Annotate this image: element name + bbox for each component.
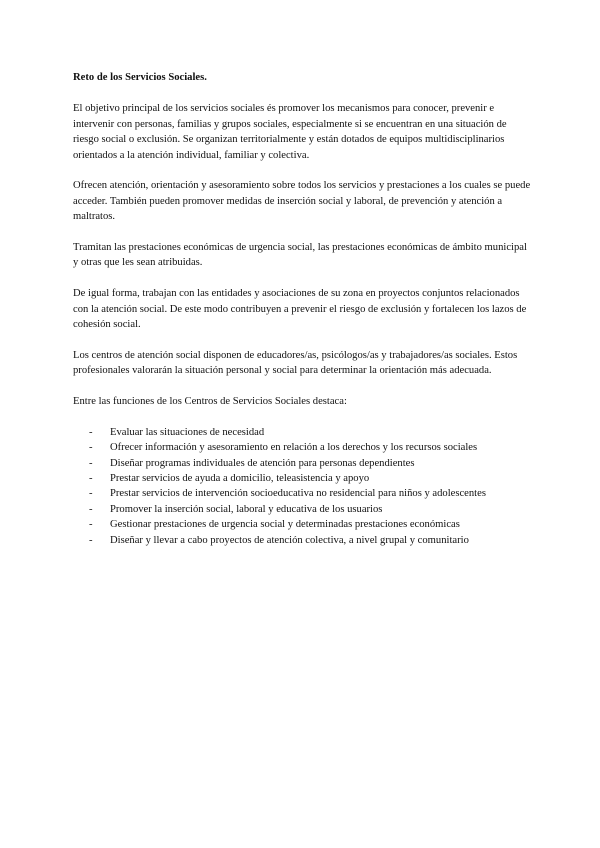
bullet-dash: - [89, 473, 93, 485]
list-item-text: Diseñar y llevar a cabo proyectos de atención colectiva, a nivel grupal y comunitario [110, 534, 469, 546]
bullet-dash: - [89, 457, 93, 469]
paragraph-functions-intro: Entre las funciones de los Centros de Servicios Sociales destaca: [73, 396, 347, 408]
list-item [73, 471, 533, 486]
paragraph-entities: De igual forma, trabajan con las entidades y asociaciones de su zona en proyectos conjuntos relacionados con la atención social. De este modo contribuyen a prevenir el riesgo de exclusión y fortalecen los lazos de cohesión social. [73, 288, 527, 331]
bullet-dash: - [89, 426, 93, 438]
paragraph-professionals: Los centros de atención social disponen de educadores/as, psicólogos/as y trabajadores/as sociales. Estos profesionales valorarán la situación personal y social para determinar la orientación más adecuada. [73, 349, 518, 377]
list-item-text: Promover la inserción social, laboral y educativa de los usuarios [110, 503, 383, 515]
list-item [73, 517, 533, 532]
bullet-dash: - [89, 503, 93, 515]
document-page [73, 70, 533, 548]
functions-list [73, 425, 533, 548]
paragraph-attention: Ofrecen atención, orientación y asesoramiento sobre todos los servicios y prestaciones a los cuales se puede acceder. También pueden promover medidas de inserción social y laboral, de prevención y atención a maltratos. [73, 180, 531, 223]
bullet-dash: - [89, 488, 93, 500]
bullet-dash: - [89, 534, 93, 546]
list-item [73, 425, 533, 440]
list-item [73, 502, 533, 517]
paragraph-benefits: Tramitan las prestaciones económicas de urgencia social, las prestaciones económicas de ámbito municipal y otras que les sean atribuidas. [73, 242, 527, 269]
list-item [73, 440, 533, 455]
list-item [73, 486, 533, 501]
list-item-text: Prestar servicios de intervención socioeducativa no residencial para niños y adolescentes [110, 488, 486, 500]
bullet-dash: - [89, 442, 93, 454]
list-item [73, 456, 533, 471]
list-item-text: Gestionar prestaciones de urgencia social y determinadas prestaciones económicas [110, 519, 460, 531]
document-title: Reto de los Servicios Sociales. [73, 72, 207, 83]
list-item-text: Ofrecer información y asesoramiento en relación a los derechos y los recursos sociales [110, 442, 478, 454]
list-item-text: Evaluar las situaciones de necesidad [110, 426, 265, 438]
list-item [73, 533, 533, 548]
paragraph-objective: El objetivo principal de los servicios sociales és promover los mecanismos para conocer, prevenir e intervenir con personas, familias y grupos sociales, especialmente si se encuentran en una situación de riesgo social o exclusión. Se organizan territorialmente y están dotados de equipos multidisciplinarios orientados a la atención individual, familiar y colectiva. [73, 103, 507, 161]
list-item-text: Prestar servicios de ayuda a domicilio, teleasistencia y apoyo [110, 473, 370, 485]
bullet-dash: - [89, 519, 93, 531]
list-item-text: Diseñar programas individuales de atención para personas dependientes [110, 457, 415, 469]
